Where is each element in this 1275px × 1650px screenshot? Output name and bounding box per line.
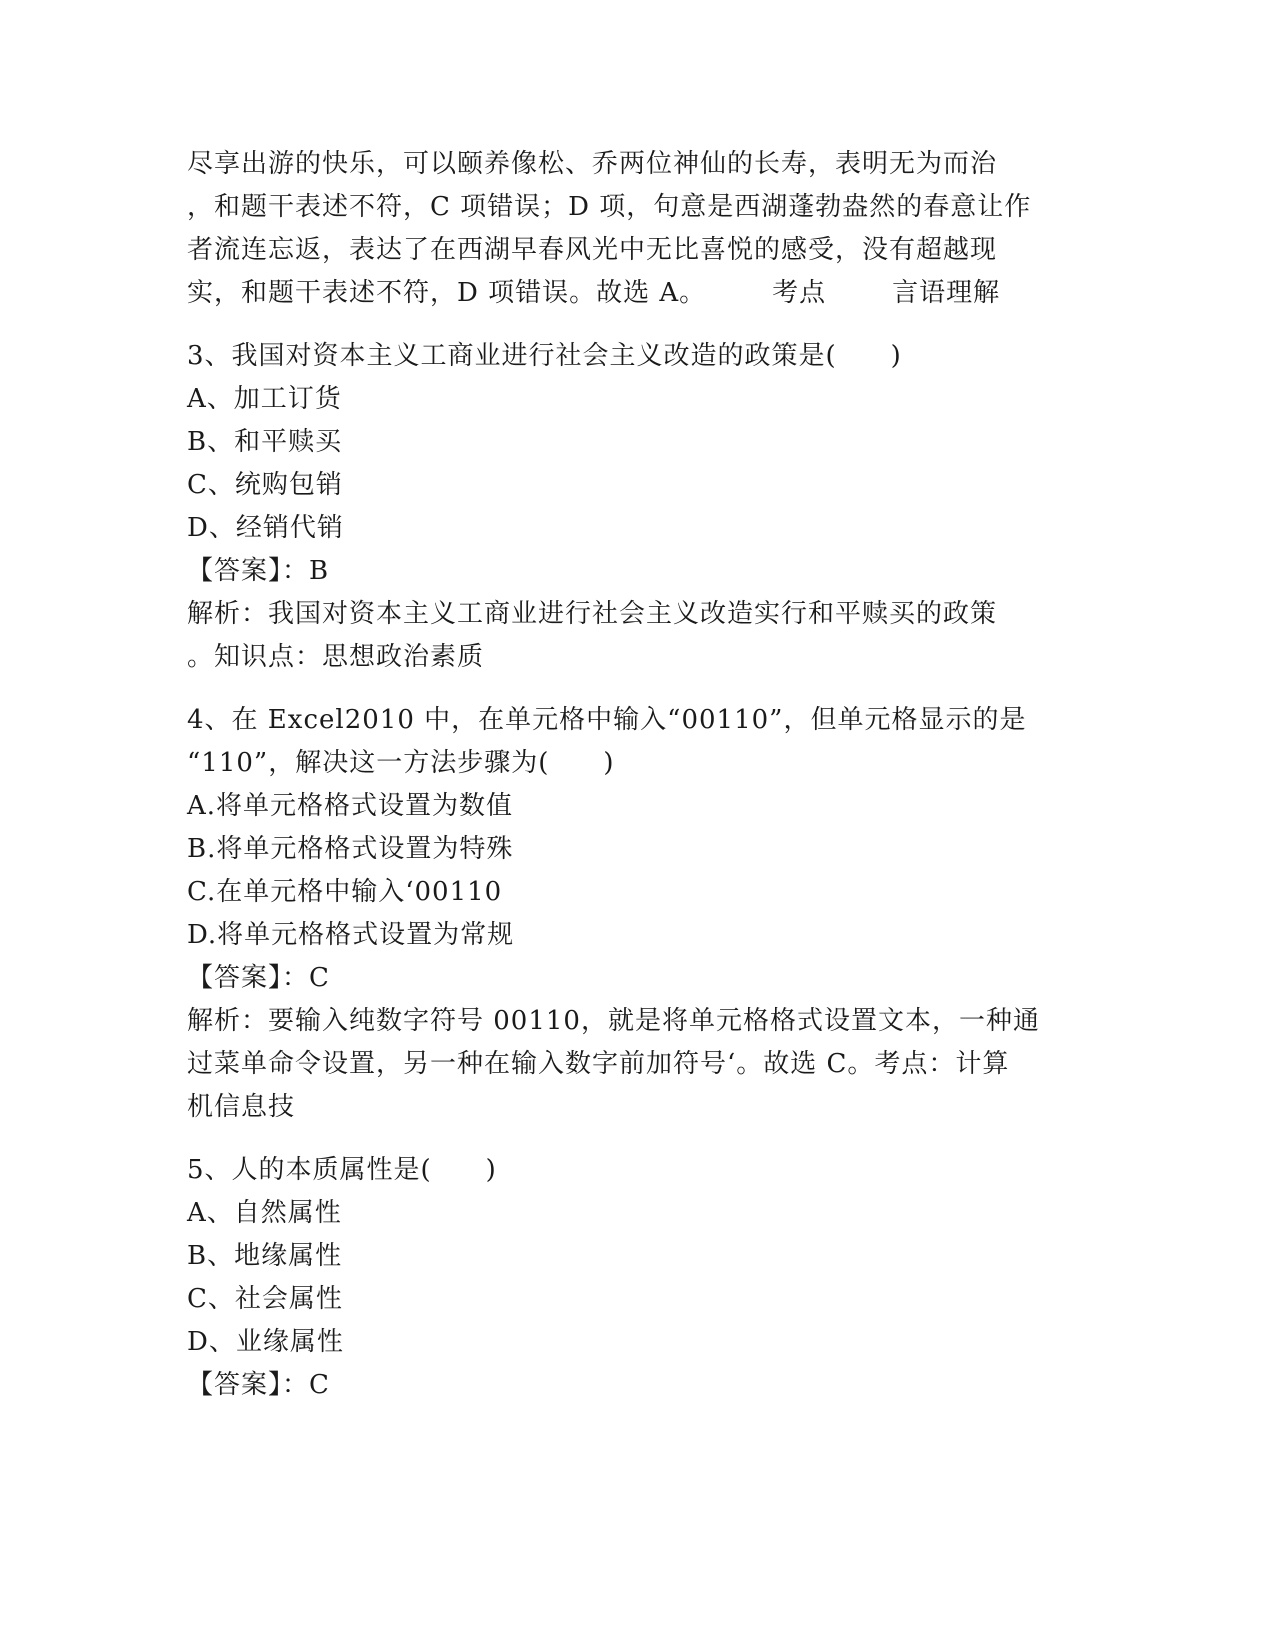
answer: 【答案】：C (187, 1370, 330, 1400)
explanation-line-last (187, 272, 1087, 315)
document-page (187, 143, 1087, 1407)
analysis-line: 解析：要输入纯数字符号 00110，就是将单元格格式设置文本，一种通 (187, 1006, 1040, 1036)
analysis-line: 机信息技 (187, 1092, 296, 1122)
explanation-line: ，和题干表述不符，C 项错误；D 项，句意是西湖蓬勃盎然的春意让作 (187, 192, 1032, 222)
explanation-line: 尽享出游的快乐，可以颐养像松、乔两位神仙的长寿，表明无为而治 (187, 149, 998, 179)
answer: 【答案】：B (187, 556, 330, 586)
option-d: D、业缘属性 (187, 1327, 344, 1357)
question-5 (187, 1149, 1087, 1407)
question-stem: 5、人的本质属性是( ) (187, 1155, 497, 1185)
option-a: A、自然属性 (187, 1198, 342, 1228)
option-c: C、统购包销 (187, 470, 343, 500)
question-3 (187, 335, 1087, 679)
question-stem: “110”，解决这一方法步骤为( ) (187, 748, 615, 778)
analysis-line: 。知识点：思想政治素质 (187, 642, 485, 672)
option-a: A.将单元格格式设置为数值 (187, 791, 514, 821)
analysis-line: 解析：我国对资本主义工商业进行社会主义改造实行和平赎买的政策 (187, 599, 998, 629)
analysis-line: 过菜单命令设置，另一种在输入数字前加符号‘。故选 C。考点：计算 (187, 1049, 1010, 1079)
option-b: B、地缘属性 (187, 1241, 343, 1271)
kaodian-label: 考点 (772, 278, 827, 308)
option-b: B.将单元格格式设置为特殊 (187, 834, 514, 864)
explanation-line: 者流连忘返，表达了在西湖早春风光中无比喜悦的感受，没有超越现 (187, 235, 998, 265)
option-b: B、和平赎买 (187, 427, 343, 457)
option-a: A、加工订货 (187, 384, 342, 414)
option-d: D、经销代销 (187, 513, 344, 543)
question-stem: 4、在 Excel2010 中，在单元格中输入“00110”，但单元格显示的是 (187, 705, 1027, 735)
question-stem: 3、我国对资本主义工商业进行社会主义改造的政策是( ) (187, 341, 902, 371)
explanation-text: 实，和题干表述不符，D 项错误。故选 A。 (187, 278, 707, 308)
option-c: C、社会属性 (187, 1284, 343, 1314)
kaodian-value: 言语理解 (892, 278, 1001, 308)
question-4 (187, 699, 1087, 1129)
option-d: D.将单元格格式设置为常规 (187, 920, 515, 950)
previous-explanation (187, 143, 1087, 315)
answer: 【答案】：C (187, 963, 330, 993)
option-c: C.在单元格中输入‘00110 (187, 877, 503, 907)
